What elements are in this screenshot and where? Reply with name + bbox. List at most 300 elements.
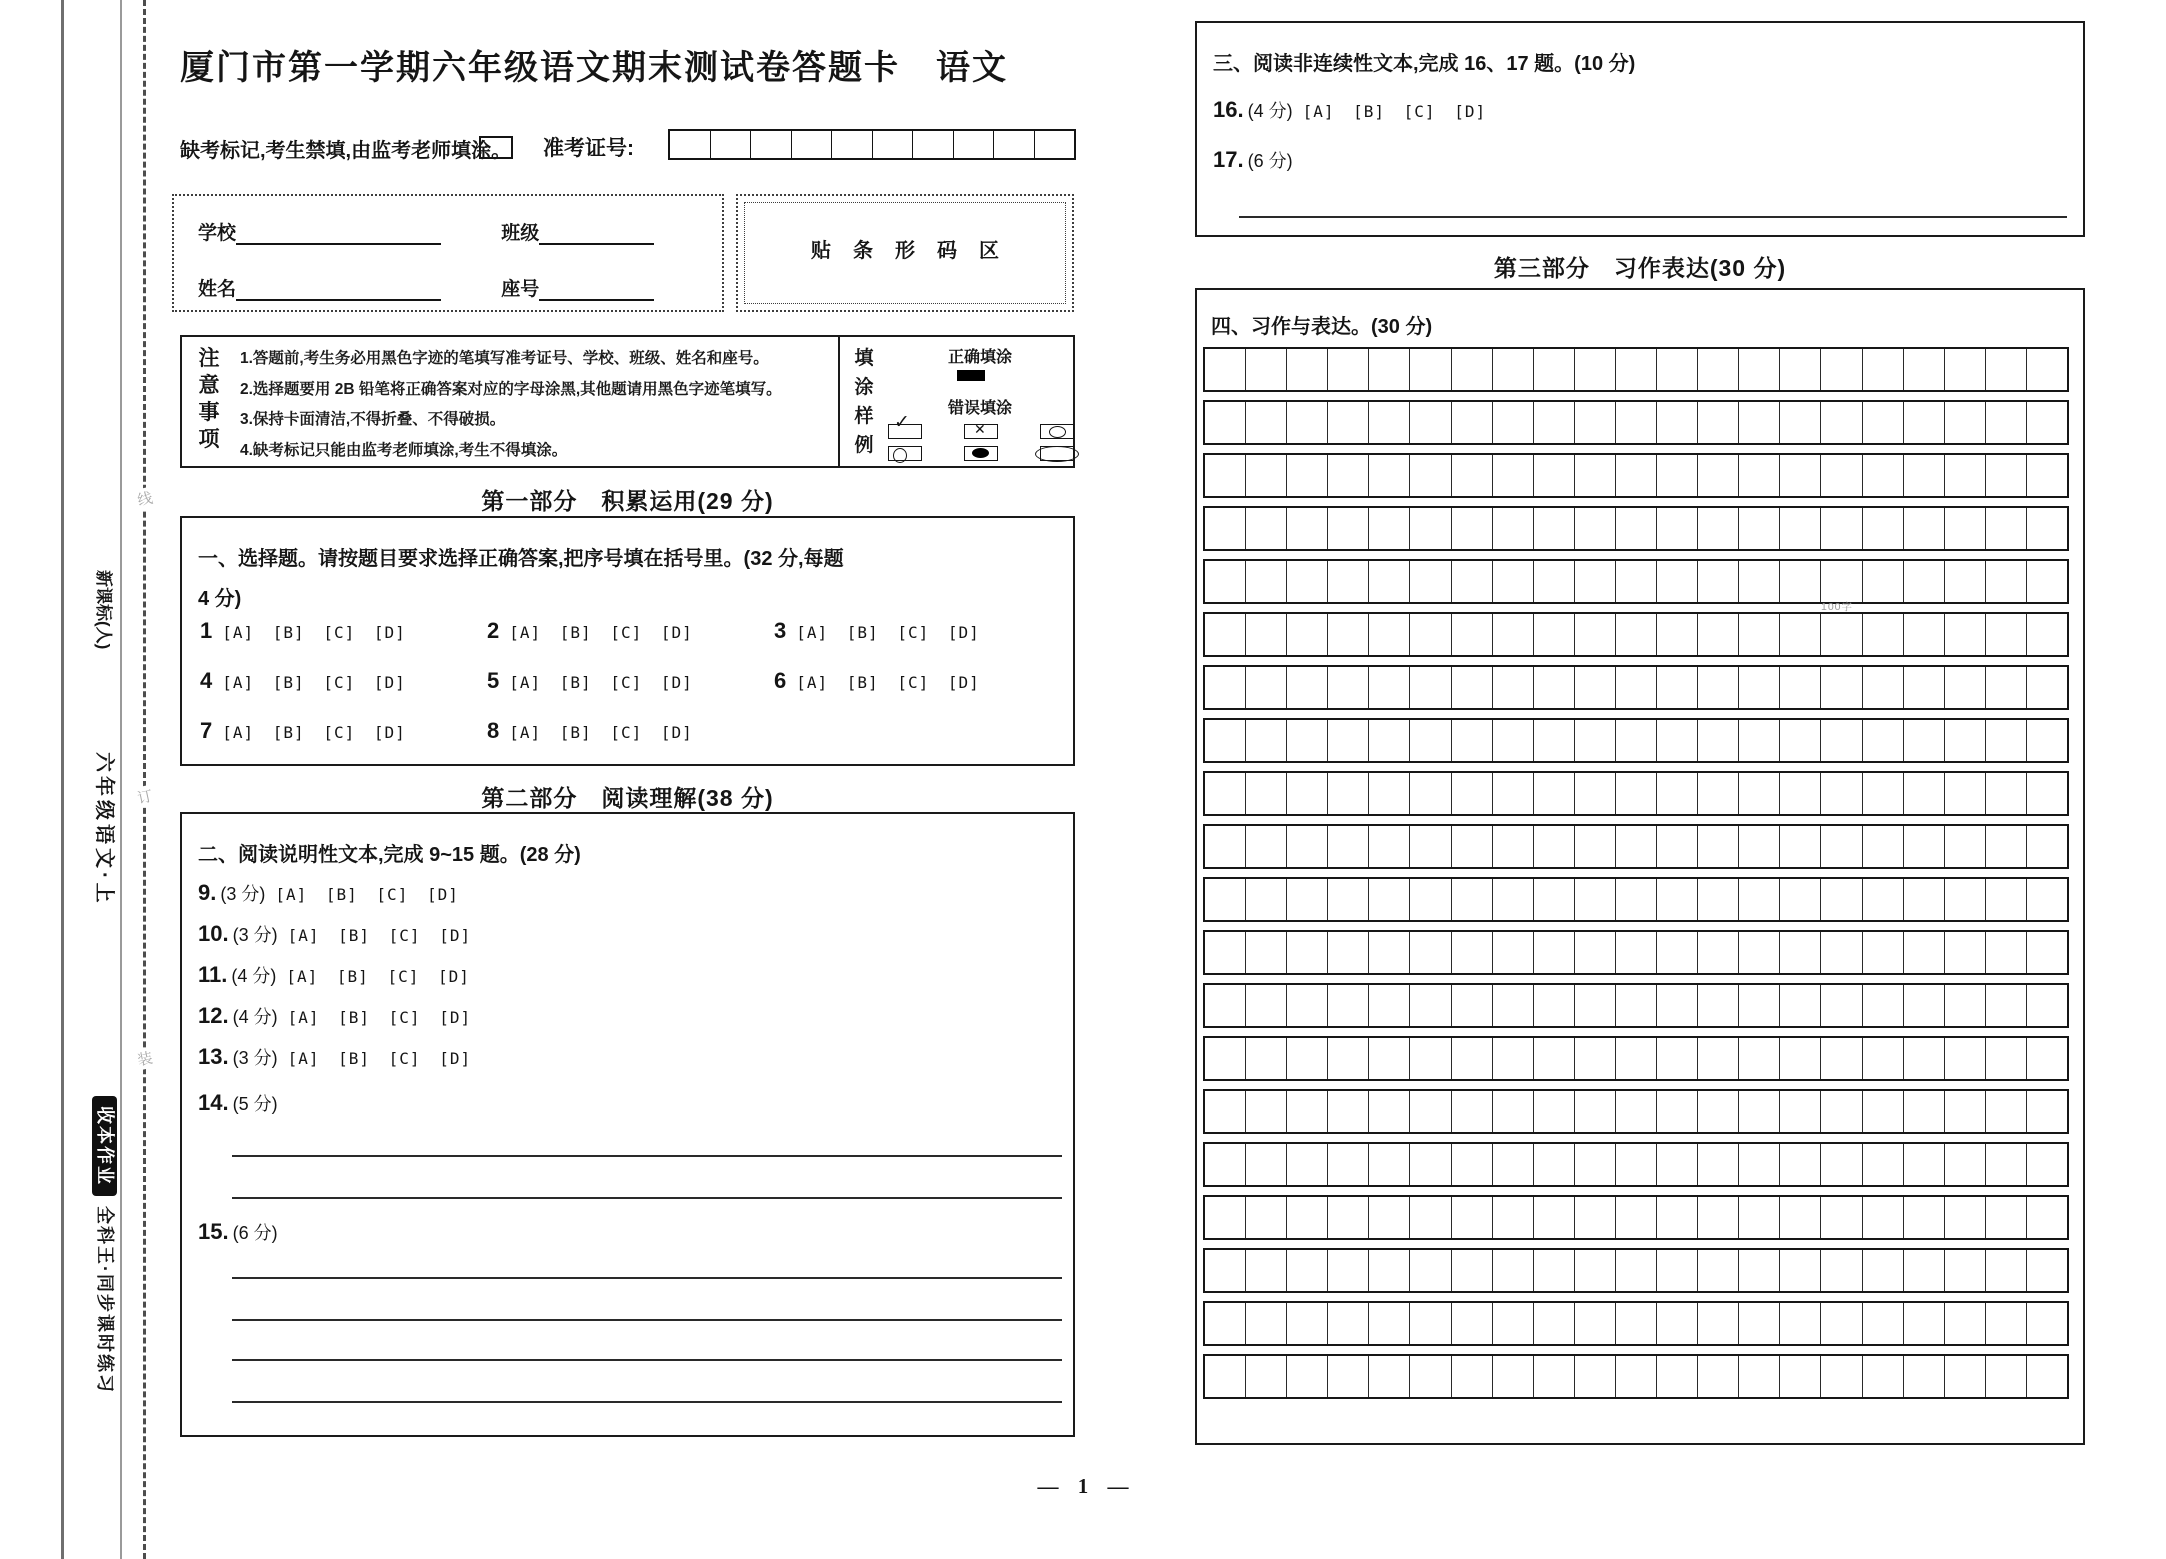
essay-character-cell[interactable] [1863, 402, 1904, 443]
essay-character-cell[interactable] [1410, 1091, 1451, 1132]
essay-character-cell[interactable] [1657, 508, 1698, 549]
essay-character-cell[interactable] [1616, 667, 1657, 708]
essay-character-cell[interactable] [1452, 1144, 1493, 1185]
essay-character-cell[interactable] [1904, 614, 1945, 655]
essay-character-cell[interactable] [1780, 349, 1821, 390]
essay-character-cell[interactable] [1287, 1250, 1328, 1291]
essay-character-cell[interactable] [1534, 561, 1575, 602]
essay-character-cell[interactable] [1205, 455, 1246, 496]
answer-options[interactable]: [A] [B] [C] [D] [286, 967, 470, 986]
answer-options[interactable]: [A] [B] [C] [D] [287, 1008, 472, 1027]
essay-character-cell[interactable] [1945, 561, 1986, 602]
essay-character-cell[interactable] [1657, 614, 1698, 655]
answer-options[interactable]: [A] [B] [C] [D] [222, 623, 406, 642]
essay-character-cell[interactable] [1986, 455, 2027, 496]
essay-character-cell[interactable] [1698, 455, 1739, 496]
essay-character-cell[interactable] [1780, 720, 1821, 761]
ticket-number-cell[interactable] [710, 131, 751, 158]
essay-character-cell[interactable] [1945, 985, 1986, 1026]
essay-character-cell[interactable] [1205, 985, 1246, 1026]
essay-character-cell[interactable] [1698, 349, 1739, 390]
essay-character-cell[interactable] [1328, 1144, 1369, 1185]
essay-character-cell[interactable] [1493, 826, 1534, 867]
essay-character-cell[interactable] [1287, 1197, 1328, 1238]
essay-character-cell[interactable] [1657, 1197, 1698, 1238]
essay-character-cell[interactable] [1205, 614, 1246, 655]
essay-character-cell[interactable] [1821, 773, 1862, 814]
answer-options[interactable]: [A] [B] [C] [D] [222, 723, 406, 742]
essay-character-cell[interactable] [1904, 667, 1945, 708]
essay-character-cell[interactable] [1452, 985, 1493, 1026]
ticket-number-cell[interactable] [1034, 131, 1075, 158]
essay-character-cell[interactable] [1575, 826, 1616, 867]
essay-character-cell[interactable] [1780, 1303, 1821, 1344]
essay-character-cell[interactable] [1575, 1356, 1616, 1397]
essay-character-cell[interactable] [1780, 455, 1821, 496]
essay-character-cell[interactable] [1821, 614, 1862, 655]
essay-character-cell[interactable] [1452, 1250, 1493, 1291]
essay-character-cell[interactable] [1945, 720, 1986, 761]
essay-character-cell[interactable] [1821, 455, 1862, 496]
essay-character-cell[interactable] [1534, 1197, 1575, 1238]
essay-character-cell[interactable] [1287, 773, 1328, 814]
essay-character-cell[interactable] [1534, 773, 1575, 814]
essay-character-cell[interactable] [1698, 1303, 1739, 1344]
q14-answer-line-1[interactable] [232, 1155, 1062, 1157]
essay-character-cell[interactable] [1616, 614, 1657, 655]
essay-character-cell[interactable] [1945, 826, 1986, 867]
essay-character-cell[interactable] [1821, 1303, 1862, 1344]
essay-character-cell[interactable] [1328, 1303, 1369, 1344]
essay-character-cell[interactable] [1698, 879, 1739, 920]
essay-character-cell[interactable] [1863, 455, 1904, 496]
essay-character-cell[interactable] [1986, 1356, 2027, 1397]
essay-character-cell[interactable] [1945, 402, 1986, 443]
essay-character-cell[interactable] [2027, 1038, 2067, 1079]
essay-character-cell[interactable] [1945, 773, 1986, 814]
essay-character-cell[interactable] [1616, 349, 1657, 390]
essay-character-cell[interactable] [1575, 720, 1616, 761]
essay-character-cell[interactable] [1821, 1197, 1862, 1238]
essay-character-cell[interactable] [1739, 1250, 1780, 1291]
essay-character-cell[interactable] [1452, 1356, 1493, 1397]
essay-character-cell[interactable] [2027, 667, 2067, 708]
q14-answer-line-2[interactable] [232, 1197, 1062, 1199]
essay-character-cell[interactable] [1986, 773, 2027, 814]
essay-character-cell[interactable] [1205, 1197, 1246, 1238]
essay-character-cell[interactable] [1739, 402, 1780, 443]
essay-character-cell[interactable] [1698, 826, 1739, 867]
essay-character-cell[interactable] [1205, 667, 1246, 708]
essay-character-cell[interactable] [1452, 932, 1493, 973]
essay-character-cell[interactable] [1246, 720, 1287, 761]
essay-character-cell[interactable] [1369, 349, 1410, 390]
essay-character-cell[interactable] [1863, 349, 1904, 390]
essay-character-cell[interactable] [1698, 667, 1739, 708]
essay-character-cell[interactable] [1575, 1091, 1616, 1132]
essay-character-cell[interactable] [1986, 720, 2027, 761]
essay-character-cell[interactable] [1904, 773, 1945, 814]
essay-character-cell[interactable] [1369, 1356, 1410, 1397]
essay-character-cell[interactable] [2027, 720, 2067, 761]
essay-character-cell[interactable] [1945, 508, 1986, 549]
essay-character-cell[interactable] [1904, 985, 1945, 1026]
essay-character-cell[interactable] [1410, 985, 1451, 1026]
essay-character-cell[interactable] [1821, 1091, 1862, 1132]
essay-character-cell[interactable] [1452, 561, 1493, 602]
essay-character-cell[interactable] [2027, 349, 2067, 390]
essay-character-cell[interactable] [1205, 1303, 1246, 1344]
essay-character-cell[interactable] [1616, 1303, 1657, 1344]
essay-character-cell[interactable] [1739, 1303, 1780, 1344]
essay-character-cell[interactable] [1698, 773, 1739, 814]
essay-character-cell[interactable] [1616, 402, 1657, 443]
essay-character-cell[interactable] [1780, 1250, 1821, 1291]
essay-character-cell[interactable] [1616, 985, 1657, 1026]
essay-character-cell[interactable] [1534, 349, 1575, 390]
essay-character-cell[interactable] [1287, 720, 1328, 761]
essay-character-cell[interactable] [1945, 1091, 1986, 1132]
essay-character-cell[interactable] [1410, 932, 1451, 973]
essay-character-cell[interactable] [1616, 1038, 1657, 1079]
essay-character-cell[interactable] [1287, 349, 1328, 390]
essay-character-cell[interactable] [1780, 614, 1821, 655]
essay-character-cell[interactable] [1780, 932, 1821, 973]
essay-character-cell[interactable] [2027, 402, 2067, 443]
essay-character-cell[interactable] [1904, 1250, 1945, 1291]
answer-options[interactable]: [A] [B] [C] [D] [275, 885, 459, 904]
essay-character-cell[interactable] [1452, 667, 1493, 708]
essay-character-cell[interactable] [2027, 1356, 2067, 1397]
essay-character-cell[interactable] [1904, 1356, 1945, 1397]
essay-character-cell[interactable] [1945, 1303, 1986, 1344]
essay-character-cell[interactable] [1369, 1303, 1410, 1344]
essay-character-cell[interactable] [1739, 614, 1780, 655]
answer-options[interactable]: [A] [B] [C] [D] [796, 623, 980, 642]
essay-character-cell[interactable] [1575, 1303, 1616, 1344]
essay-character-cell[interactable] [1493, 1197, 1534, 1238]
essay-character-cell[interactable] [1739, 349, 1780, 390]
essay-character-cell[interactable] [1575, 667, 1616, 708]
essay-character-cell[interactable] [1863, 561, 1904, 602]
essay-character-cell[interactable] [1287, 667, 1328, 708]
essay-character-cell[interactable] [1246, 455, 1287, 496]
essay-character-cell[interactable] [1698, 1091, 1739, 1132]
essay-character-cell[interactable] [2027, 614, 2067, 655]
essay-character-cell[interactable] [1657, 667, 1698, 708]
essay-character-cell[interactable] [1246, 1091, 1287, 1132]
absent-mark-checkbox[interactable] [479, 136, 513, 159]
essay-character-cell[interactable] [1986, 667, 2027, 708]
essay-character-cell[interactable] [1410, 1250, 1451, 1291]
essay-character-cell[interactable] [1821, 667, 1862, 708]
essay-character-cell[interactable] [1986, 932, 2027, 973]
essay-character-cell[interactable] [1575, 614, 1616, 655]
essay-character-cell[interactable] [1698, 985, 1739, 1026]
essay-character-cell[interactable] [2027, 1091, 2067, 1132]
essay-character-cell[interactable] [1328, 561, 1369, 602]
essay-character-cell[interactable] [1575, 402, 1616, 443]
essay-character-cell[interactable] [1369, 932, 1410, 973]
essay-character-cell[interactable] [1410, 1197, 1451, 1238]
essay-character-cell[interactable] [1698, 1356, 1739, 1397]
essay-character-cell[interactable] [1904, 1038, 1945, 1079]
essay-character-cell[interactable] [1904, 455, 1945, 496]
essay-character-cell[interactable] [1287, 1038, 1328, 1079]
essay-character-cell[interactable] [1945, 667, 1986, 708]
essay-character-cell[interactable] [1739, 508, 1780, 549]
essay-character-cell[interactable] [1616, 1250, 1657, 1291]
essay-character-cell[interactable] [1493, 932, 1534, 973]
essay-character-cell[interactable] [1287, 932, 1328, 973]
essay-character-cell[interactable] [1780, 1038, 1821, 1079]
essay-character-cell[interactable] [2027, 985, 2067, 1026]
essay-character-cell[interactable] [1698, 932, 1739, 973]
essay-character-cell[interactable] [1616, 1356, 1657, 1397]
essay-character-cell[interactable] [1246, 826, 1287, 867]
essay-character-cell[interactable] [1863, 1356, 1904, 1397]
essay-character-cell[interactable] [1821, 402, 1862, 443]
essay-character-cell[interactable] [1616, 1197, 1657, 1238]
essay-character-cell[interactable] [1246, 879, 1287, 920]
essay-character-cell[interactable] [1739, 1356, 1780, 1397]
essay-character-cell[interactable] [1493, 1091, 1534, 1132]
essay-character-cell[interactable] [1205, 349, 1246, 390]
essay-character-cell[interactable] [2027, 932, 2067, 973]
essay-character-cell[interactable] [1410, 1144, 1451, 1185]
essay-character-cell[interactable] [1945, 455, 1986, 496]
essay-character-cell[interactable] [1904, 826, 1945, 867]
essay-character-cell[interactable] [1534, 508, 1575, 549]
essay-character-cell[interactable] [1739, 879, 1780, 920]
essay-character-cell[interactable] [1287, 1091, 1328, 1132]
essay-character-cell[interactable] [1205, 932, 1246, 973]
ticket-number-cell[interactable] [791, 131, 832, 158]
essay-character-cell[interactable] [1452, 879, 1493, 920]
essay-character-cell[interactable] [1369, 508, 1410, 549]
essay-character-cell[interactable] [1205, 1091, 1246, 1132]
essay-character-cell[interactable] [1863, 1144, 1904, 1185]
essay-character-cell[interactable] [1657, 1038, 1698, 1079]
essay-character-cell[interactable] [1493, 1250, 1534, 1291]
essay-character-cell[interactable] [1780, 1144, 1821, 1185]
essay-character-cell[interactable] [1287, 508, 1328, 549]
essay-character-cell[interactable] [1575, 1144, 1616, 1185]
essay-character-cell[interactable] [1698, 561, 1739, 602]
essay-character-cell[interactable] [1945, 614, 1986, 655]
essay-character-cell[interactable] [1205, 773, 1246, 814]
essay-character-cell[interactable] [1534, 720, 1575, 761]
essay-character-cell[interactable] [1287, 402, 1328, 443]
q15-answer-line-3[interactable] [232, 1359, 1062, 1361]
essay-character-cell[interactable] [2027, 1250, 2067, 1291]
essay-character-cell[interactable] [1287, 1144, 1328, 1185]
essay-character-cell[interactable] [1369, 402, 1410, 443]
essay-character-cell[interactable] [1534, 985, 1575, 1026]
essay-character-cell[interactable] [1739, 1038, 1780, 1079]
essay-character-cell[interactable] [1863, 720, 1904, 761]
essay-character-cell[interactable] [1493, 508, 1534, 549]
essay-character-cell[interactable] [1328, 1091, 1369, 1132]
essay-character-cell[interactable] [1534, 614, 1575, 655]
ticket-number-cell[interactable] [831, 131, 872, 158]
essay-character-cell[interactable] [1534, 667, 1575, 708]
q15-answer-line-1[interactable] [232, 1277, 1062, 1279]
essay-character-cell[interactable] [1821, 720, 1862, 761]
ticket-number-cell[interactable] [750, 131, 791, 158]
essay-character-cell[interactable] [1739, 720, 1780, 761]
ticket-number-cell[interactable] [872, 131, 913, 158]
answer-options[interactable]: [A] [B] [C] [D] [287, 926, 472, 945]
essay-character-cell[interactable] [1863, 1303, 1904, 1344]
essay-character-cell[interactable] [1986, 349, 2027, 390]
essay-character-cell[interactable] [1986, 561, 2027, 602]
essay-character-cell[interactable] [1739, 1197, 1780, 1238]
essay-character-cell[interactable] [1493, 455, 1534, 496]
essay-character-cell[interactable] [1945, 879, 1986, 920]
essay-character-cell[interactable] [1904, 879, 1945, 920]
answer-options[interactable]: [A] [B] [C] [D] [287, 1049, 472, 1068]
answer-options[interactable]: [A] [B] [C] [D] [509, 623, 693, 642]
essay-character-cell[interactable] [1575, 1250, 1616, 1291]
essay-character-cell[interactable] [1945, 1356, 1986, 1397]
essay-character-cell[interactable] [1410, 720, 1451, 761]
essay-character-cell[interactable] [1821, 932, 1862, 973]
essay-character-cell[interactable] [1863, 1091, 1904, 1132]
essay-character-cell[interactable] [1205, 508, 1246, 549]
essay-character-cell[interactable] [1493, 561, 1534, 602]
essay-character-cell[interactable] [1205, 402, 1246, 443]
essay-character-cell[interactable] [1246, 614, 1287, 655]
essay-character-cell[interactable] [1986, 985, 2027, 1026]
essay-character-cell[interactable] [1493, 349, 1534, 390]
essay-character-cell[interactable] [2027, 455, 2067, 496]
essay-character-cell[interactable] [1739, 667, 1780, 708]
essay-character-cell[interactable] [1821, 985, 1862, 1026]
essay-character-cell[interactable] [1246, 1303, 1287, 1344]
class-field-line[interactable] [539, 223, 654, 245]
essay-character-cell[interactable] [1534, 1144, 1575, 1185]
essay-character-cell[interactable] [1904, 932, 1945, 973]
ticket-number-cell[interactable] [953, 131, 994, 158]
essay-character-cell[interactable] [1205, 879, 1246, 920]
essay-character-cell[interactable] [1821, 508, 1862, 549]
essay-character-cell[interactable] [1493, 614, 1534, 655]
essay-character-cell[interactable] [1780, 402, 1821, 443]
essay-character-cell[interactable] [1452, 455, 1493, 496]
essay-character-cell[interactable] [1821, 1250, 1862, 1291]
essay-character-cell[interactable] [1328, 985, 1369, 1026]
essay-character-cell[interactable] [1986, 1197, 2027, 1238]
essay-character-cell[interactable] [1452, 1091, 1493, 1132]
essay-character-cell[interactable] [1739, 561, 1780, 602]
essay-character-cell[interactable] [1986, 402, 2027, 443]
essay-character-cell[interactable] [1986, 1038, 2027, 1079]
essay-character-cell[interactable] [1246, 667, 1287, 708]
essay-character-cell[interactable] [1328, 720, 1369, 761]
essay-character-cell[interactable] [1945, 1038, 1986, 1079]
answer-options[interactable]: [A] [B] [C] [D] [796, 673, 980, 692]
essay-character-cell[interactable] [1657, 985, 1698, 1026]
essay-character-cell[interactable] [1575, 1038, 1616, 1079]
essay-character-cell[interactable] [1369, 614, 1410, 655]
essay-character-cell[interactable] [1780, 1356, 1821, 1397]
essay-character-cell[interactable] [2027, 561, 2067, 602]
essay-character-cell[interactable] [1493, 1038, 1534, 1079]
essay-character-cell[interactable] [1739, 826, 1780, 867]
essay-character-cell[interactable] [1575, 773, 1616, 814]
essay-character-cell[interactable] [1287, 1303, 1328, 1344]
essay-character-cell[interactable] [1493, 773, 1534, 814]
essay-character-cell[interactable] [1246, 1144, 1287, 1185]
ticket-number-cell[interactable] [670, 131, 710, 158]
seat-field-line[interactable] [539, 279, 654, 301]
essay-character-cell[interactable] [1575, 1197, 1616, 1238]
essay-character-cell[interactable] [1698, 1038, 1739, 1079]
essay-character-cell[interactable] [1452, 1303, 1493, 1344]
essay-character-cell[interactable] [1328, 667, 1369, 708]
name-field-line[interactable] [236, 279, 441, 301]
essay-character-cell[interactable] [1328, 826, 1369, 867]
essay-character-cell[interactable] [1863, 614, 1904, 655]
essay-character-cell[interactable] [1287, 455, 1328, 496]
essay-character-cell[interactable] [2027, 508, 2067, 549]
essay-character-cell[interactable] [1657, 879, 1698, 920]
essay-character-cell[interactable] [1904, 1144, 1945, 1185]
essay-character-cell[interactable] [1246, 932, 1287, 973]
essay-character-cell[interactable] [1904, 561, 1945, 602]
essay-character-cell[interactable] [1780, 879, 1821, 920]
q15-answer-line-4[interactable] [232, 1401, 1062, 1403]
essay-character-cell[interactable] [1410, 349, 1451, 390]
essay-character-cell[interactable] [1534, 1303, 1575, 1344]
essay-character-cell[interactable] [1739, 985, 1780, 1026]
essay-character-cell[interactable] [1205, 1144, 1246, 1185]
essay-character-cell[interactable] [1287, 1356, 1328, 1397]
essay-character-cell[interactable] [1575, 508, 1616, 549]
essay-character-cell[interactable] [1452, 508, 1493, 549]
essay-character-cell[interactable] [1986, 1250, 2027, 1291]
essay-character-cell[interactable] [1410, 402, 1451, 443]
essay-character-cell[interactable] [1863, 879, 1904, 920]
essay-character-cell[interactable] [1328, 349, 1369, 390]
q17-answer-line[interactable] [1239, 216, 2067, 218]
essay-character-cell[interactable] [1493, 879, 1534, 920]
essay-character-cell[interactable] [1780, 1091, 1821, 1132]
essay-character-cell[interactable] [1986, 1144, 2027, 1185]
essay-character-cell[interactable] [1657, 402, 1698, 443]
essay-character-cell[interactable] [1657, 773, 1698, 814]
essay-character-cell[interactable] [1205, 1038, 1246, 1079]
essay-character-cell[interactable] [1328, 773, 1369, 814]
essay-character-cell[interactable] [1986, 1091, 2027, 1132]
essay-character-cell[interactable] [1328, 614, 1369, 655]
essay-character-cell[interactable] [1657, 1250, 1698, 1291]
essay-character-cell[interactable] [1821, 879, 1862, 920]
essay-character-cell[interactable] [1986, 1303, 2027, 1344]
essay-character-cell[interactable] [1246, 985, 1287, 1026]
ticket-number-cell[interactable] [993, 131, 1034, 158]
essay-character-cell[interactable] [1452, 826, 1493, 867]
essay-character-cell[interactable] [1821, 561, 1862, 602]
essay-character-cell[interactable] [1287, 985, 1328, 1026]
essay-character-cell[interactable] [1863, 508, 1904, 549]
essay-character-cell[interactable] [1369, 1144, 1410, 1185]
essay-character-cell[interactable] [1616, 455, 1657, 496]
essay-character-cell[interactable] [2027, 879, 2067, 920]
essay-character-cell[interactable] [1328, 879, 1369, 920]
essay-character-cell[interactable] [1863, 826, 1904, 867]
